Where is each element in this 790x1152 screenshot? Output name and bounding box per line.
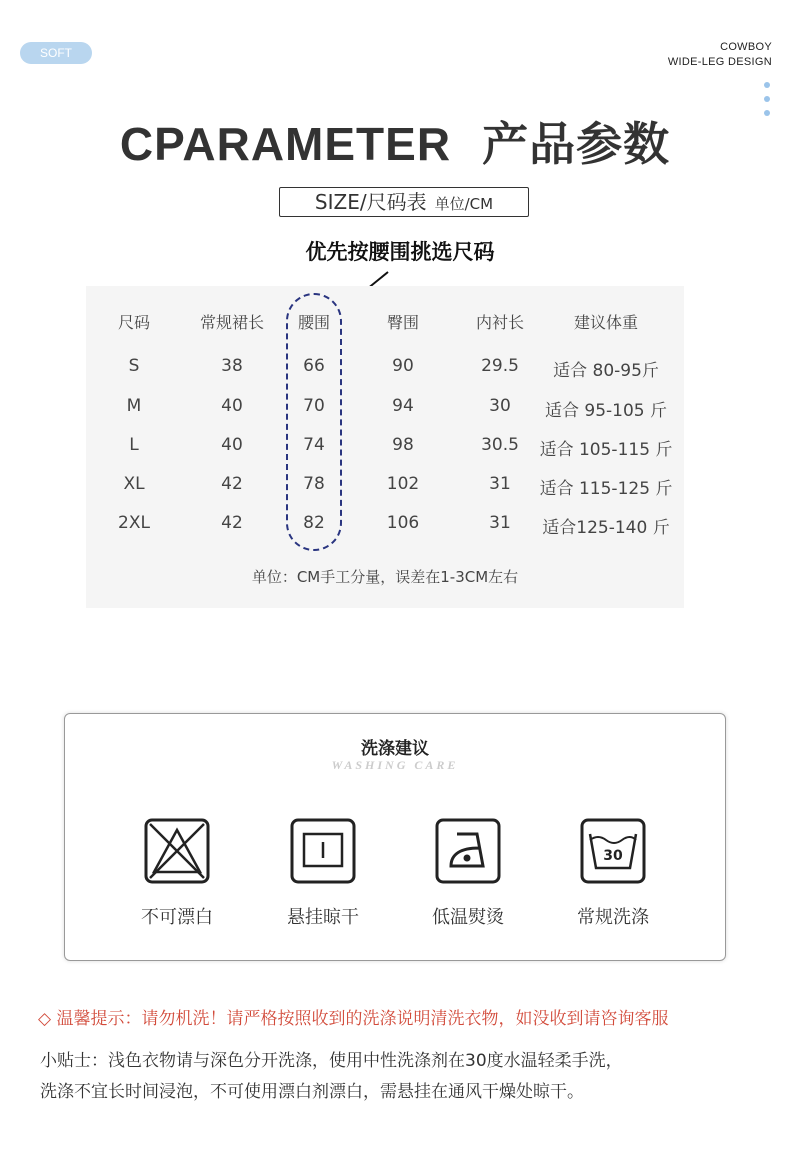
table-cell-weight: 适合125-140 斤	[542, 518, 670, 538]
table-cell-waist: 78	[303, 474, 325, 494]
table-cell-hip: 94	[392, 396, 414, 416]
table-cell-size: 2XL	[118, 513, 150, 533]
table-cell-weight: 适合 80-95斤	[553, 361, 659, 381]
table-header-lining-length: 内衬长	[475, 313, 525, 332]
table-cell-lining-length: 31	[489, 513, 511, 533]
warm-tip: ◇ 温馨提示：请勿机洗！请严格按照收到的洗涤说明清洗衣物，如没收到请咨询客服	[38, 1009, 669, 1029]
brand-text	[668, 40, 772, 70]
soft-badge: SOFT	[20, 42, 92, 64]
table-cell-lining-length: 30	[489, 396, 511, 416]
priority-note: 优先按腰围挑选尺码	[305, 240, 495, 264]
table-cell-lining-length: 30.5	[481, 435, 519, 455]
table-cell-skirt-length: 42	[221, 513, 243, 533]
table-cell-hip: 98	[392, 435, 414, 455]
tip-line-2: 洗涤不宜长时间浸泡，不可使用漂白剂漂白，需悬挂在通风干燥处晾干。	[40, 1082, 584, 1102]
table-header-size: 尺码	[117, 313, 151, 332]
table-header-weight: 建议体重	[573, 313, 639, 332]
title-cn: 产品参数	[482, 117, 671, 171]
table-header-hip: 臀围	[386, 313, 420, 332]
waist-highlight-oval	[286, 293, 342, 551]
tip-line-1: 小贴士：浅色衣物请与深色分开洗涤，使用中性洗涤剂在30度水温轻柔手洗，	[40, 1051, 623, 1071]
wash-temp-label: 30	[603, 848, 623, 864]
table-cell-waist: 74	[303, 435, 325, 455]
wash-30-icon	[580, 818, 646, 884]
table-cell-weight: 适合 105-115 斤	[539, 440, 673, 460]
table-cell-size: S	[128, 356, 140, 376]
care-label-no-bleach: 不可漂白	[141, 907, 213, 928]
table-cell-skirt-length: 38	[221, 356, 243, 376]
brand-line-2: WIDE-LEG DESIGN	[667, 56, 772, 68]
table-cell-waist: 82	[303, 513, 325, 533]
washing-title: 洗涤建议	[361, 739, 429, 759]
size-chart-unit: 单位/CM	[434, 195, 494, 213]
table-header-skirt-length: 常规裙长	[199, 313, 265, 332]
table-cell-waist: 70	[303, 396, 325, 416]
hang-dry-icon	[290, 818, 356, 884]
table-cell-size: M	[126, 396, 142, 416]
low-iron-icon	[435, 818, 501, 884]
title-en: CPARAMETER	[119, 118, 452, 170]
size-chart-main: SIZE/尺码表	[314, 190, 427, 214]
table-cell-skirt-length: 42	[221, 474, 243, 494]
table-cell-hip: 90	[392, 356, 414, 376]
table-cell-weight: 适合 115-125 斤	[539, 479, 673, 499]
table-note: 单位：CM手工分量，误差在1-3CM左右	[251, 568, 519, 586]
washing-subtitle: WASHING CARE	[331, 758, 459, 772]
size-chart-label	[279, 187, 529, 217]
table-cell-size: XL	[123, 474, 145, 494]
table-cell-size: L	[129, 435, 139, 455]
table-cell-hip: 106	[386, 513, 420, 533]
brand-line-1: COWBOY	[720, 41, 772, 53]
table-header-waist: 腰围	[297, 313, 331, 332]
page-title	[0, 108, 790, 174]
table-cell-lining-length: 29.5	[481, 356, 519, 376]
care-label-hang-dry: 悬挂晾干	[287, 907, 359, 928]
table-cell-weight: 适合 95-105 斤	[544, 401, 668, 421]
care-label-low-iron: 低温熨烫	[432, 907, 504, 928]
table-cell-waist: 66	[303, 356, 325, 376]
table-cell-skirt-length: 40	[221, 435, 243, 455]
table-cell-skirt-length: 40	[221, 396, 243, 416]
table-cell-lining-length: 31	[489, 474, 511, 494]
table-cell-hip: 102	[386, 474, 420, 494]
care-label-normal-wash: 常规洗涤	[577, 907, 649, 928]
no-bleach-icon	[144, 818, 210, 884]
